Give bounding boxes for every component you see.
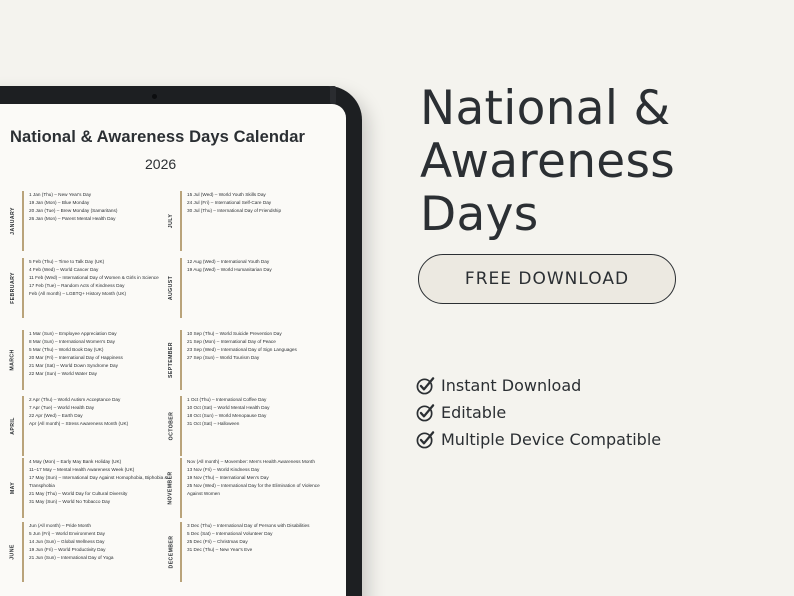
feature-label: Multiple Device Compatible [441,430,662,449]
tablet-screen [0,104,346,596]
event-item: 15 Jul (Wed) – World Youth Skills Day [187,192,266,197]
event-item: 5 Jun (Fri) – World Environment Day [29,531,105,537]
event-list [29,258,169,298]
document-year: 2026 [145,156,177,172]
month-accent-bar [180,191,182,251]
feature-list [416,372,786,453]
month-accent-bar [22,522,24,582]
free-download-button[interactable]: FREE DOWNLOAD [418,254,676,304]
event-list [187,330,346,362]
event-item: 12 Aug (Wed) – International Youth Day [187,259,270,264]
event-item: 27 Sep (Sun) – World Tourism Day [187,355,260,361]
month-accent-bar [180,330,182,390]
month-accent-bar [180,458,182,518]
check-circle-icon [416,403,435,422]
event-item: 19 Jun (Fri) – World Productivity Day [29,547,106,553]
event-item: 22 Apr (Wed) – Earth Day [29,413,83,419]
headline [420,82,780,241]
event-item: 17 Feb (Tue) – Random Acts of Kindness Day [29,283,125,289]
event-item: 5 Feb (Thu) – Time to Talk Day (UK) [29,259,105,264]
month-label: OCTOBER [168,411,174,441]
headline-line: Awareness [420,134,676,189]
feature-item [416,372,786,399]
event-item: 25 Nov (Wed) – International Day for the Elimination of Violence Against Women [187,483,320,497]
event-item: 10 Oct (Sat) – World Mental Health Day [187,405,270,411]
event-list [187,458,322,498]
event-item: 1 Oct (Thu) – International Coffee Day [187,397,267,402]
event-list [187,522,312,554]
event-item: 21 Mar (Sat) – World Down Syndrome Day [29,363,119,369]
event-item: 19 Nov (Thu) – International Men's Day [187,475,269,481]
month-label: JUNE [10,544,17,560]
month-label: APRIL [10,417,16,435]
month-accent-bar [22,191,24,251]
event-list [29,396,169,428]
camera-icon [152,94,157,99]
feature-label: Editable [441,403,507,422]
month-label: JULY [168,213,175,229]
headline-line: National & [420,81,671,136]
event-item: 19 Aug (Wed) – World Humanitarian Day [187,267,272,273]
month-label: NOVEMBER [168,471,174,505]
event-item: 8 Mar (Sun) – International Women's Day [29,339,116,345]
month-accent-bar [22,396,24,456]
event-list [187,396,346,428]
event-item: 21 Sep (Mon) – International Day of Peace [187,339,276,345]
event-item: 3 Dec (Thu) – International Day of Persons with Disabilities [187,523,310,528]
month-label: FEBRUARY [10,272,17,304]
event-item: 10 Sep (Thu) – World Suicide Prevention Day [187,331,282,336]
event-item: 20 Jan (Tue) – Brew Monday (Samaritans) [29,208,118,214]
check-circle-icon [416,430,435,449]
event-item: 13 Nov (Fri) – World Kindness Day [187,467,260,473]
month-accent-bar [22,458,24,518]
event-item: 25 Dec (Fri) – Christmas Day [187,539,248,545]
check-circle-icon [416,376,435,395]
event-item: 1 Mar (Sun) – Employee Appreciation Day [29,331,117,336]
feature-label: Instant Download [441,376,582,395]
event-item: 31 Oct (Sat) – Halloween [187,421,240,427]
event-item: 24 Jul (Fri) – International Self-Care Day [187,200,272,206]
event-item: 5 Mar (Thu) – World Book Day (UK) [29,347,104,353]
month-label: MAY [9,481,16,495]
event-list [29,458,169,507]
feature-item [416,399,786,426]
month-label: MARCH [10,349,16,371]
event-item: 14 Jun (Sun) – Global Wellness Day [29,539,105,545]
event-item: 5 Dec (Sat) – International Volunteer Day [187,531,273,537]
event-item: 21 Jun (Sun) – International Day of Yoga [29,555,114,561]
event-item: 20 Mar (Fri) – International Day of Happiness [29,355,123,361]
event-item: 19 Jan (Mon) – Blue Monday [29,200,90,206]
event-list [29,522,169,562]
month-accent-bar [180,396,182,456]
event-item: 2 Apr (Thu) – World Autism Acceptance Day [29,397,121,402]
event-item: 4 May (Mon) – Early May Bank Holiday (UK) [29,459,122,464]
month-label: AUGUST [168,275,174,301]
month-accent-bar [22,258,24,318]
event-item: 30 Jul (Thu) – International Day of Friendship [187,208,282,214]
event-item: 18 Oct (Sun) – World Menopause Day [187,413,267,419]
event-item: 4 Feb (Wed) – World Cancer Day [29,267,99,273]
feature-item [416,426,786,453]
event-list [29,330,169,379]
event-list [29,191,169,223]
event-item: Feb (All month) – LGBTQ+ History Month (UK) [29,291,127,297]
event-item: Nov (All month) – Movember: Men's Health Awareness Month [187,459,315,464]
event-list [187,258,346,274]
tablet-side-button [330,86,336,104]
event-item: 31 May (Sun) – World No Tobacco Day [29,499,111,505]
event-list [187,191,346,215]
event-item: 17 May (Sun) – International Day Against Homophobia, Biphobia & Transphobia [29,475,168,489]
document-title: National & Awareness Days Calendar [10,128,306,146]
event-item: 23 Sep (Wed) – International Day of Sign Languages [187,347,297,353]
event-item: Jun (All month) – Pride Month [29,523,92,528]
event-item: 11–17 May – Mental Health Awareness Week (UK) [29,467,135,473]
month-accent-bar [22,330,24,390]
month-label: DECEMBER [168,535,175,569]
event-item: 26 Jan (Mon) – Parent Mental Health Day [29,216,116,222]
event-item: 31 Dec (Thu) – New Year's Eve [187,547,253,553]
headline-line: Days [420,187,539,242]
event-item: Apr (All month) – Stress Awareness Month (UK) [29,421,129,427]
event-item: 21 May (Thu) – World Day for Cultural Diversity [29,491,128,497]
month-accent-bar [180,258,182,318]
month-label: SEPTEMBER [168,342,175,378]
event-item: 7 Apr (Tue) – World Health Day [29,405,95,411]
month-accent-bar [180,522,182,582]
month-label: JANUARY [10,207,16,235]
event-item: 1 Jan (Thu) – New Year's Day [29,192,92,197]
event-item: 11 Feb (Wed) – International Day of Women & Girls in Science [29,275,159,281]
event-item: 22 Mar (Sun) – World Water Day [29,371,97,377]
